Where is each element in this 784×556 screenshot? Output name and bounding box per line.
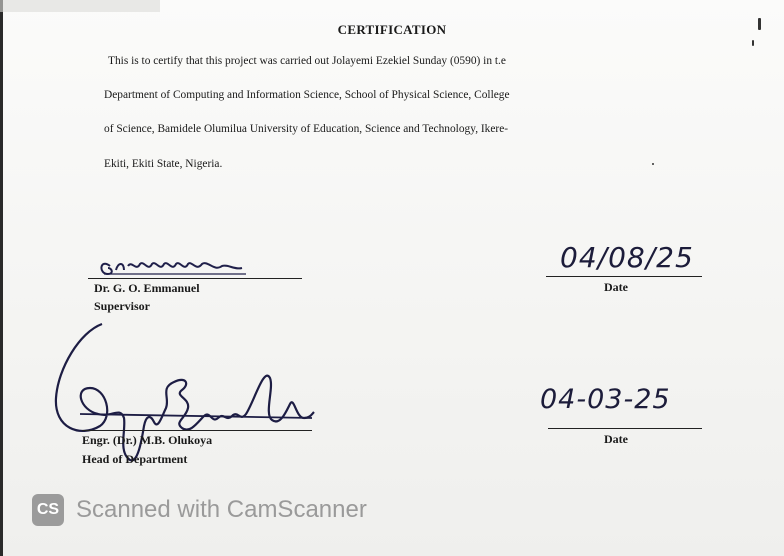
hod-date-label: Date [604,432,628,446]
hod-role: Head of Department [82,452,188,466]
supervisor-signed-date: 04/08/25 [560,241,694,274]
hod-signature-line [82,430,312,431]
body-line-3: of Science, Bamidele Olumilua University of Education, Science and Technology, Ikere- [104,123,509,135]
ink-speck [652,163,654,165]
ink-speck [758,18,761,30]
body-line-2: Department of Computing and Information Science, School of Physical Science, College [104,89,510,101]
hod-name: Engr. (Dr.) M.B. Olukoya [82,433,213,447]
page-edge-shadow [0,0,3,556]
body-line-1: This is to certify that this project was carried out Jolayemi Ezekiel Sunday (0590) in t.e [108,55,506,67]
hod-date-line [548,428,702,429]
supervisor-date-label: Date [604,280,628,294]
supervisor-name: Dr. G. O. Emmanuel [94,281,200,295]
page-top-edge [0,0,160,12]
hod-signed-date: 04-03-25 [540,384,671,415]
ink-speck [752,40,754,46]
supervisor-role: Supervisor [94,299,151,313]
camscanner-text: Scanned with CamScanner [76,496,367,523]
document-title: CERTIFICATION [337,22,447,37]
supervisor-signature-line [88,278,302,279]
supervisor-date-line [546,276,702,277]
camscanner-logo-icon: CS [32,494,64,526]
camscanner-watermark [32,494,367,526]
body-line-4: Ekiti, Ekiti State, Nigeria. [104,158,223,170]
